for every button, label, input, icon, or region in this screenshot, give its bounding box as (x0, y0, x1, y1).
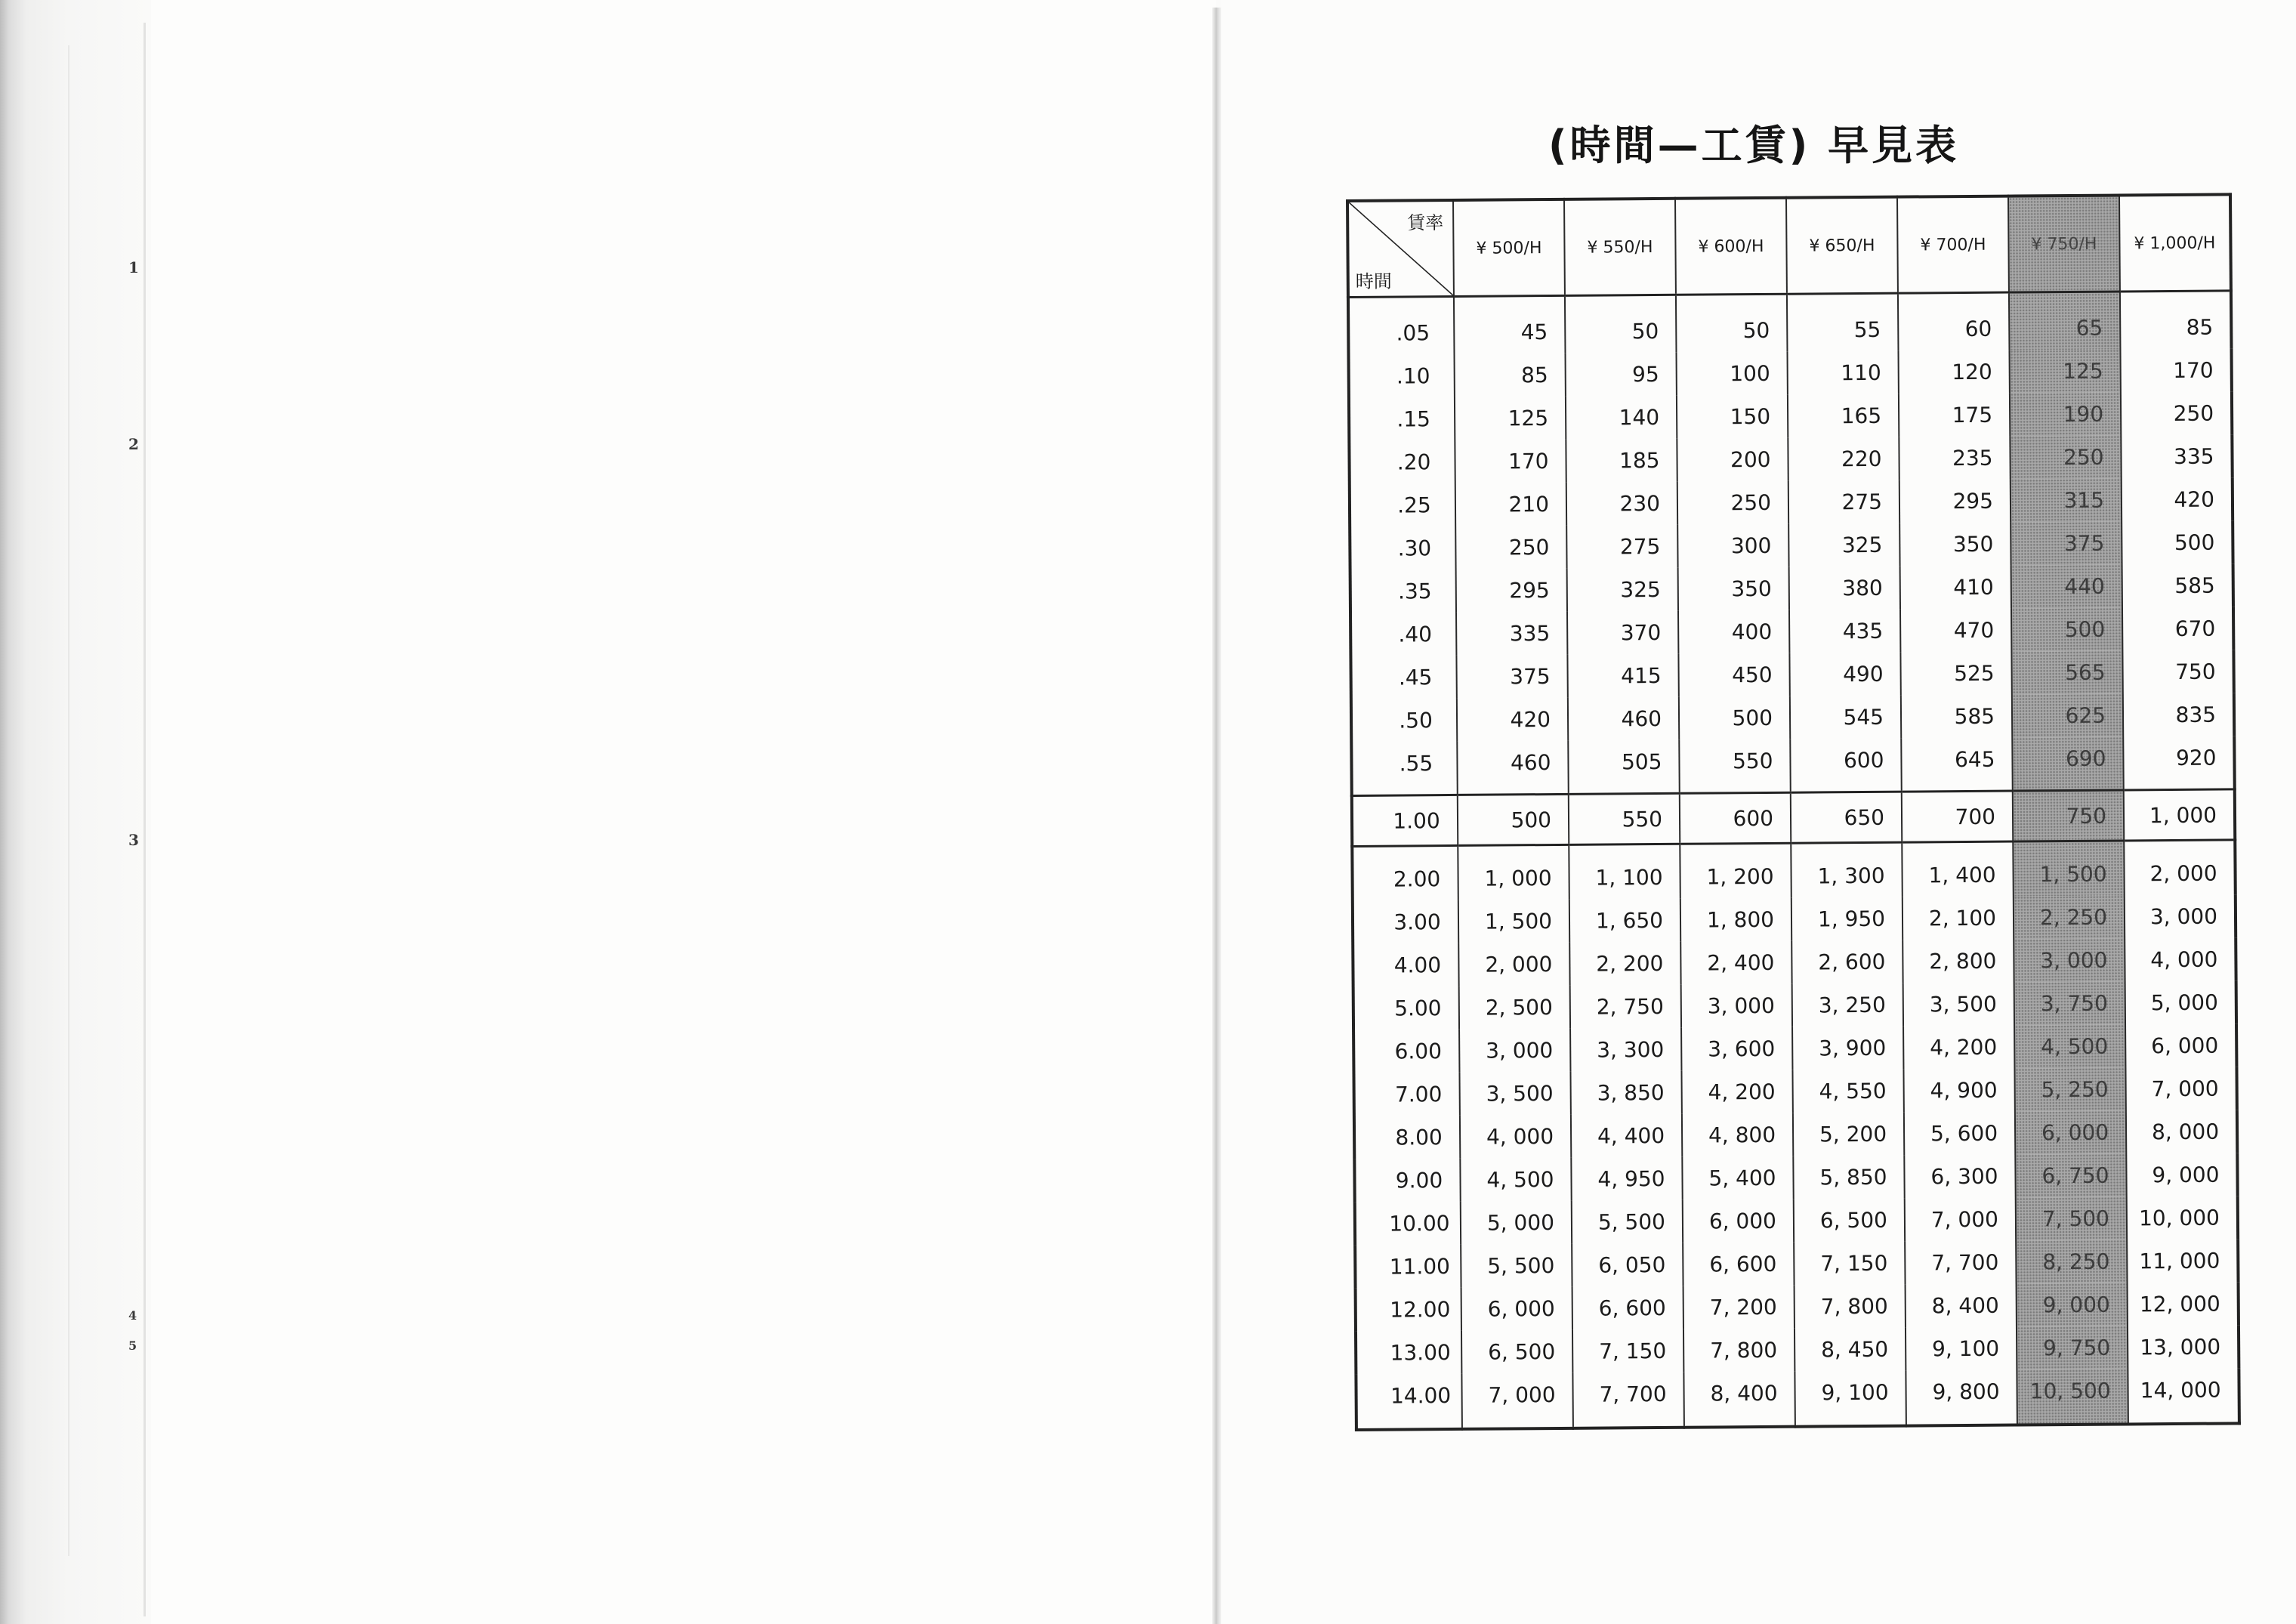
wage-cell: 2, 100 (1903, 897, 2014, 940)
wage-cell: 45 (1454, 295, 1566, 354)
wage-cell: 8, 000 (2126, 1110, 2237, 1153)
wage-cell: 140 (1566, 396, 1677, 440)
wage-cell: 4, 500 (2014, 1024, 2125, 1068)
wage-cell: 440 (2011, 564, 2122, 608)
time-cell: 2.00 (1352, 845, 1458, 901)
wage-cell: 9, 000 (2017, 1283, 2128, 1326)
time-cell: .50 (1351, 699, 1457, 743)
wage-cell: 300 (1677, 524, 1788, 568)
rate-header-cell: ¥ 650/H (1786, 197, 1898, 295)
wage-cell: 3, 250 (1792, 983, 1903, 1027)
time-cell: 9.00 (1354, 1159, 1460, 1203)
table-row (1350, 607, 2233, 656)
table-row (1352, 840, 2236, 901)
table-row (1354, 1153, 2237, 1203)
wage-cell: 500 (1679, 696, 1790, 740)
table-section-fractional-hours (1348, 291, 2235, 796)
wage-cell: 435 (1789, 610, 1900, 653)
wage-cell: 8, 400 (1683, 1372, 1795, 1428)
time-cell: 8.00 (1354, 1116, 1460, 1159)
wage-cell: 3, 750 (2014, 981, 2125, 1025)
wage-cell: 450 (1678, 653, 1789, 697)
wage-cell: 175 (1899, 394, 2010, 437)
wage-cell: 5, 000 (1461, 1201, 1572, 1245)
wage-cell: 460 (1457, 741, 1569, 795)
margin-number: 4 (128, 1308, 137, 1323)
wage-cell: 3, 000 (1459, 1029, 1570, 1073)
wage-cell: 335 (2121, 434, 2232, 478)
wage-cell: 335 (1456, 612, 1567, 656)
wage-cell: 4, 900 (1903, 1069, 2014, 1113)
rate-header-cell: ¥ 700/H (1897, 196, 2009, 294)
wage-cell: 95 (1566, 353, 1677, 397)
wage-cell: 3, 500 (1459, 1072, 1570, 1116)
table-row (1351, 693, 2234, 743)
wage-cell: 150 (1677, 395, 1788, 439)
table-section-whole-hours (1352, 840, 2239, 1430)
table-row (1348, 291, 2232, 355)
table-row (1350, 563, 2233, 613)
wage-cell: 625 (2012, 693, 2123, 737)
wage-cell: 835 (2123, 693, 2234, 736)
wage-cell: 3, 900 (1792, 1027, 1903, 1070)
wage-cell: 650 (1791, 792, 1902, 843)
wage-cell: 5, 000 (2125, 980, 2236, 1024)
wage-cell: 420 (1457, 698, 1568, 742)
wage-cell: 3, 500 (1903, 983, 2014, 1027)
table-row (1356, 1368, 2239, 1430)
wage-cell: 6, 600 (1683, 1243, 1794, 1286)
wage-cell: 5, 850 (1793, 1156, 1904, 1199)
wage-cell: 5, 250 (2014, 1067, 2125, 1111)
wage-cell: 645 (1901, 738, 2013, 792)
rate-header-cell: ¥ 600/H (1675, 198, 1787, 295)
time-cell: 11.00 (1355, 1245, 1461, 1289)
wage-cell: 10, 000 (2127, 1196, 2238, 1240)
wage-cell: 2, 200 (1569, 942, 1680, 986)
book-gutter (1212, 8, 1221, 1624)
wage-cell: 1, 000 (2124, 789, 2235, 841)
wage-cell: 3, 300 (1570, 1028, 1681, 1072)
wage-cell: 4, 200 (1681, 1070, 1792, 1114)
wage-cell: 3, 000 (2125, 894, 2236, 938)
wage-cell: 6, 750 (2015, 1153, 2126, 1197)
wage-cell: 1, 800 (1680, 898, 1791, 942)
table-section-one-hour (1352, 789, 2235, 847)
table-row (1349, 348, 2232, 398)
table-row (1349, 391, 2232, 441)
wage-cell: 460 (1568, 697, 1679, 741)
time-cell: .55 (1351, 742, 1458, 796)
wage-cell: 2, 000 (1458, 943, 1569, 986)
wage-cell: 600 (1790, 739, 1902, 793)
wage-cell: 500 (2122, 520, 2233, 564)
margin-number: 5 (128, 1338, 137, 1353)
wage-cell: 120 (1898, 350, 2009, 394)
table-row (1351, 736, 2234, 795)
wage-cell: 7, 000 (2125, 1067, 2236, 1110)
wage-cell: 325 (1788, 523, 1899, 567)
wage-cell: 3, 600 (1681, 1027, 1792, 1071)
wage-cell: 6, 500 (1461, 1330, 1572, 1374)
table-row (1355, 1196, 2238, 1246)
page-title: (時間—工賃) 早見表 (1548, 122, 1960, 169)
page-edge-line (68, 45, 69, 1556)
time-axis-label: 時間 (1355, 270, 1392, 292)
wage-cell: 6, 600 (1572, 1286, 1683, 1330)
wage-cell: 1, 400 (1902, 841, 2014, 897)
wage-cell: 50 (1676, 294, 1788, 353)
wage-cell: 8, 450 (1795, 1328, 1906, 1372)
wage-cell: 920 (2123, 736, 2235, 790)
wage-cell: 1, 500 (2013, 841, 2125, 897)
time-cell: 1.00 (1352, 795, 1458, 846)
time-cell: .05 (1348, 296, 1455, 355)
header-row (1347, 194, 2231, 297)
wage-cell: 1, 100 (1569, 844, 1680, 900)
rate-axis-label: 賃率 (1407, 212, 1444, 234)
wage-cell: 7, 200 (1683, 1286, 1795, 1329)
wage-cell: 165 (1788, 394, 1899, 438)
table-row (1353, 1067, 2236, 1116)
wage-cell: 600 (1680, 792, 1791, 844)
time-cell: 5.00 (1353, 986, 1459, 1030)
wage-cell: 4, 200 (1903, 1026, 2014, 1070)
wage-cell: 1, 200 (1680, 843, 1791, 899)
wage-cell: 9, 800 (1906, 1370, 2017, 1426)
wage-cell: 2, 400 (1680, 941, 1791, 985)
table-row (1349, 434, 2232, 484)
wage-cell: 750 (2013, 790, 2124, 841)
wage-cell: 750 (2122, 650, 2233, 693)
wage-cell: 8, 400 (1906, 1284, 2017, 1328)
wage-cell: 8, 250 (2016, 1240, 2127, 1283)
wage-cell: 690 (2012, 736, 2124, 791)
wage-cell: 7, 700 (1572, 1372, 1684, 1428)
wage-cell: 2, 250 (2014, 895, 2125, 939)
wage-cell: 325 (1567, 568, 1678, 612)
wage-cell: 565 (2011, 650, 2122, 694)
table-row (1352, 789, 2235, 847)
wage-cell: 550 (1679, 739, 1791, 794)
wage-cell: 2, 000 (2124, 840, 2236, 896)
time-cell: .20 (1349, 440, 1455, 484)
time-cell: 13.00 (1356, 1331, 1461, 1375)
wage-cell: 375 (1456, 655, 1567, 699)
table-row (1350, 477, 2233, 527)
wage-cell: 545 (1790, 696, 1901, 739)
time-cell: 12.00 (1356, 1288, 1461, 1332)
wage-cell: 4, 000 (2125, 937, 2236, 981)
table-row (1356, 1282, 2239, 1332)
wage-cell: 6, 000 (2125, 1023, 2236, 1067)
table-row (1350, 650, 2233, 699)
wage-cell: 6, 050 (1572, 1243, 1683, 1287)
wage-cell: 125 (2009, 349, 2120, 393)
wage-cell: 585 (2122, 563, 2233, 607)
wage-cell: 7, 150 (1572, 1329, 1683, 1373)
wage-cell: 370 (1567, 611, 1678, 655)
wage-cell: 470 (1900, 609, 2011, 653)
wage-cell: 1, 300 (1791, 842, 1903, 898)
wage-cell: 6, 300 (1904, 1155, 2015, 1199)
wage-cell: 100 (1676, 352, 1787, 396)
wage-cell: 400 (1678, 610, 1789, 654)
wage-cell: 3, 000 (2014, 938, 2125, 982)
page-edge-line (144, 23, 146, 1616)
rate-header-cell: ¥ 750/H (2008, 195, 2120, 292)
wage-cell: 250 (1677, 481, 1788, 525)
wage-cell: 13, 000 (2128, 1325, 2239, 1369)
wage-cell: 50 (1565, 295, 1677, 354)
wage-cell: 2, 750 (1570, 985, 1681, 1029)
wage-cell: 550 (1569, 793, 1680, 844)
wage-cell: 185 (1566, 439, 1677, 483)
time-cell: .30 (1350, 526, 1455, 570)
wage-cell: 7, 000 (1905, 1198, 2016, 1242)
wage-cell: 670 (2122, 607, 2233, 650)
time-cell: 3.00 (1353, 900, 1458, 944)
wage-cell: 4, 950 (1571, 1157, 1682, 1201)
wage-cell: 250 (2121, 391, 2232, 435)
wage-cell: 500 (1458, 794, 1569, 845)
wage-cell: 7, 000 (1461, 1373, 1573, 1429)
margin-number: 1 (128, 258, 139, 276)
wage-cell: 2, 500 (1459, 986, 1570, 1030)
wage-cell: 5, 500 (1572, 1200, 1683, 1244)
wage-cell: 9, 000 (2126, 1153, 2237, 1196)
wage-cell: 200 (1677, 438, 1788, 482)
wage-cell: 525 (1900, 652, 2011, 696)
margin-number: 2 (128, 435, 139, 453)
table-row (1355, 1239, 2238, 1289)
time-cell: .35 (1350, 570, 1456, 613)
wage-cell: 1, 950 (1791, 897, 1903, 941)
wage-cell: 1, 500 (1458, 900, 1569, 943)
wage-cell: 3, 000 (1681, 984, 1792, 1028)
wage-cell: 170 (2120, 348, 2231, 392)
table-row (1353, 894, 2236, 944)
wage-cell: 12, 000 (2128, 1282, 2239, 1326)
wage-cell: 2, 800 (1903, 940, 2014, 983)
wage-cell: 4, 550 (1792, 1070, 1903, 1113)
wage-cell: 4, 400 (1571, 1114, 1682, 1158)
wage-cell: 275 (1788, 480, 1899, 524)
rate-header-cell: ¥ 1,000/H (2119, 194, 2231, 292)
time-cell: 6.00 (1353, 1030, 1459, 1073)
table-row (1353, 980, 2236, 1030)
wage-cell: 4, 800 (1682, 1113, 1793, 1157)
wage-cell: 9, 100 (1906, 1327, 2017, 1371)
wage-cell: 65 (2009, 292, 2121, 350)
wage-cell: 220 (1788, 437, 1899, 481)
wage-cell: 380 (1789, 567, 1900, 610)
time-cell: 10.00 (1355, 1202, 1461, 1246)
time-cell: .15 (1349, 397, 1455, 441)
wage-cell: 420 (2122, 477, 2233, 521)
wage-cell: 6, 000 (2015, 1110, 2126, 1154)
wage-cell: 295 (1456, 569, 1567, 613)
wage-cell: 230 (1566, 482, 1677, 526)
wage-cell: 375 (2011, 521, 2122, 565)
wage-cell: 700 (1902, 791, 2013, 842)
wage-cell: 5, 500 (1461, 1244, 1572, 1288)
time-cell: .25 (1350, 483, 1455, 527)
wage-cell: 110 (1787, 351, 1898, 395)
table-row (1353, 937, 2236, 987)
wage-cell: 7, 700 (1905, 1241, 2016, 1285)
wage-cell: 2, 600 (1791, 940, 1903, 984)
wage-cell: 315 (2011, 478, 2122, 522)
wage-cell: 14, 000 (2128, 1368, 2239, 1424)
wage-cell: 500 (2011, 607, 2122, 651)
wage-cell: 7, 150 (1794, 1242, 1905, 1286)
wage-cell: 415 (1567, 654, 1678, 698)
margin-number: 3 (128, 831, 139, 849)
table-row (1356, 1325, 2239, 1375)
wage-cell: 250 (2010, 435, 2121, 479)
wage-cell: 6, 500 (1794, 1199, 1905, 1243)
wage-cell: 350 (1899, 523, 2011, 567)
time-cell: 7.00 (1353, 1073, 1459, 1116)
wage-cell: 9, 100 (1795, 1371, 1906, 1427)
wage-cell: 60 (1898, 292, 2010, 351)
table-row (1354, 1110, 2237, 1159)
wage-cell: 190 (2010, 392, 2121, 436)
time-cell: 4.00 (1353, 943, 1458, 987)
wage-cell: 1, 650 (1569, 899, 1680, 943)
wage-cell: 250 (1455, 526, 1566, 570)
wage-cell: 125 (1455, 397, 1566, 440)
wage-cell: 505 (1568, 740, 1680, 795)
wage-cell: 7, 800 (1795, 1285, 1906, 1329)
wage-cell: 55 (1787, 293, 1899, 352)
rate-header-cell: ¥ 500/H (1453, 199, 1565, 297)
wage-cell: 85 (1455, 354, 1566, 397)
binding-shadow (0, 0, 151, 1624)
time-cell: .10 (1349, 354, 1455, 398)
rate-lookup-table (1346, 193, 2241, 1431)
time-cell: .45 (1350, 656, 1456, 699)
wage-cell: 85 (2120, 291, 2232, 350)
wage-cell: 1, 000 (1458, 844, 1569, 900)
wage-cell: 170 (1455, 440, 1566, 483)
wage-cell: 7, 500 (2016, 1196, 2127, 1240)
wage-cell: 4, 500 (1460, 1158, 1571, 1202)
wage-cell: 6, 000 (1683, 1199, 1794, 1243)
rate-header-cell: ¥ 550/H (1564, 199, 1676, 296)
corner-header-cell (1347, 200, 1454, 298)
wage-cell: 5, 400 (1682, 1156, 1793, 1200)
time-cell: .40 (1350, 613, 1456, 656)
wage-cell: 235 (1899, 437, 2010, 480)
wage-cell: 210 (1455, 483, 1566, 526)
wage-cell: 4, 000 (1460, 1115, 1571, 1159)
wage-cell: 7, 800 (1683, 1329, 1795, 1372)
table-row (1350, 520, 2233, 570)
wage-cell: 5, 600 (1904, 1112, 2015, 1156)
wage-cell: 275 (1566, 525, 1677, 569)
wage-cell: 10, 500 (2017, 1369, 2128, 1425)
wage-cell: 295 (1899, 480, 2011, 523)
wage-cell: 3, 850 (1570, 1071, 1681, 1115)
wage-cell: 11, 000 (2127, 1239, 2238, 1283)
wage-cell: 5, 200 (1793, 1113, 1904, 1156)
wage-cell: 585 (1901, 695, 2012, 739)
wage-cell: 490 (1789, 653, 1900, 696)
table-row (1353, 1023, 2236, 1073)
time-cell: 14.00 (1356, 1374, 1462, 1430)
wage-cell: 410 (1900, 566, 2011, 610)
wage-cell: 350 (1678, 567, 1789, 611)
wage-cell: 6, 000 (1461, 1287, 1572, 1331)
wage-cell: 9, 750 (2017, 1326, 2128, 1369)
